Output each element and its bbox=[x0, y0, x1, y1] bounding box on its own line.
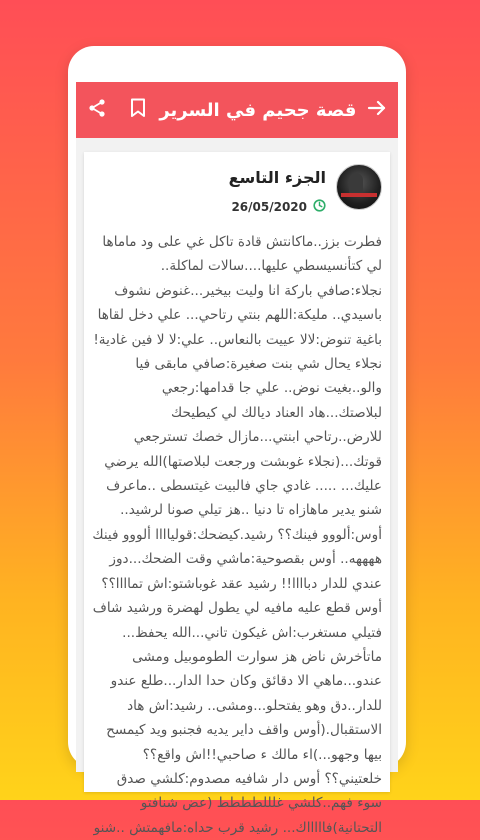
share-button[interactable] bbox=[76, 82, 118, 138]
arrow-right-icon bbox=[367, 98, 387, 122]
device-frame bbox=[68, 46, 406, 836]
chapter-header bbox=[229, 164, 382, 216]
chapter-meta bbox=[229, 164, 326, 216]
avatar bbox=[336, 164, 382, 210]
bookmark-button[interactable] bbox=[118, 82, 160, 138]
app-screen bbox=[76, 82, 398, 836]
share-icon bbox=[87, 98, 107, 122]
date-row bbox=[229, 197, 326, 216]
bookmark-icon bbox=[130, 98, 146, 122]
chapter-date: 26/05/2020 bbox=[231, 199, 307, 214]
page-title: قصة جحيم في السرير bbox=[159, 99, 357, 121]
back-button[interactable] bbox=[356, 82, 398, 138]
chapter-card bbox=[84, 152, 390, 836]
story-text: فطرت بزز..ماكانتش قادة تاكل غي على ود ماماها لي كتأنسيسطي عليها....سالات لماكلة.. نجلاء:صافي باركة انا وليت بيخير...غنوض نشوف باسيدي.. مليكة:اللهم بنتي رتاحي... علي دخل لقاها باغية تنوض:لالا عييت بالنعاس.. علي:لا لا فين غادية! نجلاء يحال شي بنت صغيرة:صافي مابقى فيا والو..بغيت نوض.. علي جا قدامها:رجعي لبلاصتك...هاد العناد ديالك لي كيطيحك للارض..رتاحي ابنتي...مازال خصك تسترجعي قوتك...(نجلاء غوبشت ورجعت لبلاصتها)الله يرضي عليك... ..... غادي جاي فالبيت غيتسطى ..ماعرف شنو يدير ماهازاه تا دنيا ..هز تيلي صونا لرشيد.. أوس:ألووو فينك؟؟ رشيد.كيضحك:قولياااا ألووو فينك ههههه.. أوس بقصوحية:ماشي وقت الضحك...دوز عندي للدار دباااا!! رشيد عقد غوباشتو:اش تماااا؟؟ أوس قطع عليه مافيه لي يطول لهضرة ورشيد شاف فتيلي مستغرب:اش غيكون تاني...الله يحفظ... ماتأخرش ناض هز سوارت الطوموبيل ومشى عندو...ماهي الا دقائق وكان حدا الدار...طلع عندو للدار..دق وهو يفتحلو...ومشى.. رشيد:اش هاد الاستقبال.(أوس واقف داير يديه فجنبو ويد كيمسح بيها وجهو...)اء مالك ء صاحبي!!اش واقع؟؟خلعتيني؟؟ أوس دار شافيه مصدوم:كلشي صدق سوء فهم..كلشي غلللطططط (عض شنافتو التحتانية)فاااااك... رشيد قرب حداه:مافهمتش ..شنو bbox=[92, 234, 382, 836]
chapter-title: الجزء التاسع bbox=[228, 168, 326, 187]
top-toolbar bbox=[76, 82, 398, 138]
clock-icon bbox=[313, 197, 326, 216]
